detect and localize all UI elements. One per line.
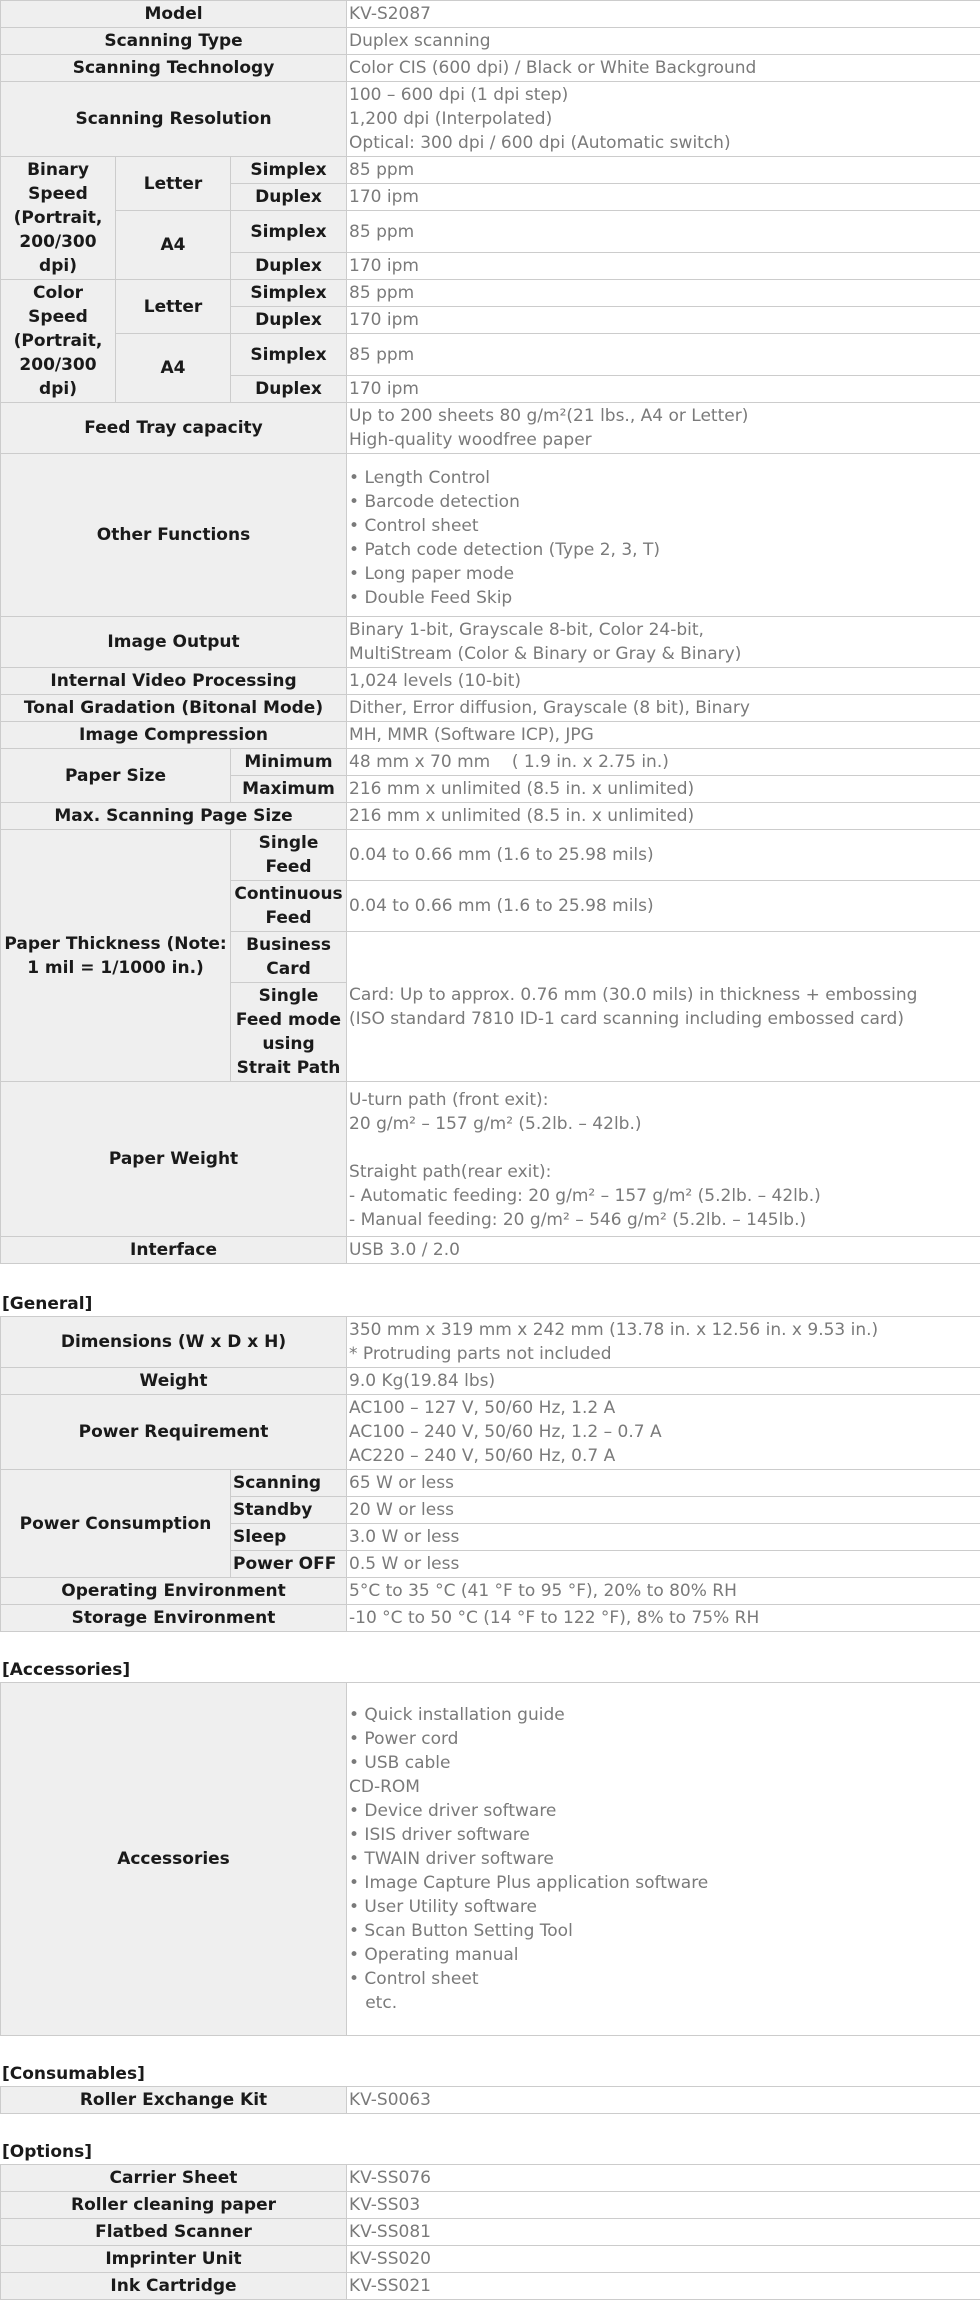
spec-label: Weight	[1, 1368, 347, 1395]
spec-label: Power Requirement	[1, 1395, 347, 1470]
table-row	[1, 1317, 980, 1368]
spec-label: Carrier Sheet	[1, 2165, 347, 2192]
value-line: Optical: 300 dpi / 600 dpi (Automatic switch)	[349, 131, 978, 155]
value-line: (ISO standard 7810 ID-1 card scanning including embossed card)	[349, 1007, 978, 1031]
spec-sublabel: Standby	[231, 1497, 347, 1524]
value-line: 100 – 600 dpi (1 dpi step)	[349, 83, 978, 107]
spec-value: 48 mm x 70 mm ( 1.9 in. x 2.75 in.)	[347, 749, 980, 776]
value-line: Up to 200 sheets 80 g/m²(21 lbs., A4 or Letter)	[349, 404, 978, 428]
spec-sublabel: Sleep	[231, 1524, 347, 1551]
spec-label: Roller cleaning paper	[1, 2192, 347, 2219]
table-row	[1, 2219, 980, 2246]
table-row	[1, 55, 980, 82]
table-row	[1, 1578, 980, 1605]
spec-label: Paper Weight	[1, 1082, 347, 1237]
spec-value: KV-S2087	[347, 1, 980, 28]
spec-label: Max. Scanning Page Size	[1, 803, 347, 830]
spec-sublabel: Duplex	[231, 307, 347, 334]
spec-value: 216 mm x unlimited (8.5 in. x unlimited)	[347, 776, 980, 803]
spec-sublabel: Simplex	[231, 280, 347, 307]
spec-label: Color Speed (Portrait, 200/300 dpi)	[1, 280, 116, 403]
spec-label: Operating Environment	[1, 1578, 347, 1605]
table-row	[1, 2165, 980, 2192]
spec-sublabel: A4	[116, 211, 231, 280]
spec-value: 170 ipm	[347, 376, 980, 403]
spec-value	[347, 1082, 980, 1237]
spec-value: 216 mm x unlimited (8.5 in. x unlimited)	[347, 803, 980, 830]
spec-label: Image Compression	[1, 722, 347, 749]
spec-value: KV-S0063	[347, 2087, 980, 2114]
options-table	[0, 2164, 980, 2300]
spec-value: 170 ipm	[347, 184, 980, 211]
spec-value: 3.0 W or less	[347, 1524, 980, 1551]
value-line: • Power cord	[349, 1727, 978, 1751]
value-line: • Long paper mode	[349, 562, 978, 586]
value-line: * Protruding parts not included	[349, 1342, 978, 1366]
spec-label: Internal Video Processing	[1, 668, 347, 695]
spec-sublabel: Simplex	[231, 211, 347, 253]
spec-value	[347, 82, 980, 157]
spec-value: 85 ppm	[347, 280, 980, 307]
spec-value	[347, 617, 980, 668]
spec-value: 20 W or less	[347, 1497, 980, 1524]
spec-value: 5°C to 35 °C (41 °F to 95 °F), 20% to 80% RH	[347, 1578, 980, 1605]
table-row	[1, 722, 980, 749]
spec-value: 170 ipm	[347, 253, 980, 280]
spec-sublabel: Maximum	[231, 776, 347, 803]
spec-sublabel: Letter	[116, 157, 231, 211]
spec-value: Duplex scanning	[347, 28, 980, 55]
spec-value	[347, 1317, 980, 1368]
table-row	[1, 211, 980, 253]
spec-value: KV-SS076	[347, 2165, 980, 2192]
value-line: • ISIS driver software	[349, 1823, 978, 1847]
value-line: - Automatic feeding: 20 g/m² – 157 g/m² (5.2lb. – 42lb.)	[349, 1184, 978, 1208]
spec-sublabel: A4	[116, 334, 231, 403]
spec-value: USB 3.0 / 2.0	[347, 1237, 980, 1264]
spec-sublabel: Business Card	[231, 932, 347, 983]
table-row	[1, 1082, 980, 1237]
section-heading-accessories: [Accessories]	[0, 1658, 980, 1682]
spec-sublabel: Letter	[116, 280, 231, 334]
spec-value: 85 ppm	[347, 211, 980, 253]
spec-value	[347, 932, 980, 1082]
value-line: 20 g/m² – 157 g/m² (5.2lb. – 42lb.)	[349, 1112, 978, 1136]
spec-sublabel: Minimum	[231, 749, 347, 776]
spec-label: Paper Thickness (Note: 1 mil = 1/1000 in.)	[1, 830, 231, 1082]
accessories-table	[0, 1682, 980, 2036]
spec-value: 0.5 W or less	[347, 1551, 980, 1578]
value-line: • Quick installation guide	[349, 1703, 978, 1727]
table-row	[1, 1605, 980, 1632]
spec-label: Interface	[1, 1237, 347, 1264]
table-row	[1, 28, 980, 55]
value-line: • TWAIN driver software	[349, 1847, 978, 1871]
value-line: • Scan Button Setting Tool	[349, 1919, 978, 1943]
table-row	[1, 803, 980, 830]
spec-label: Imprinter Unit	[1, 2246, 347, 2273]
spec-value	[347, 1683, 980, 2036]
table-row	[1, 695, 980, 722]
value-line: • Device driver software	[349, 1799, 978, 1823]
spec-value: MH, MMR (Software ICP), JPG	[347, 722, 980, 749]
section-heading-options: [Options]	[0, 2140, 980, 2164]
spec-label: Storage Environment	[1, 1605, 347, 1632]
spec-value: 0.04 to 0.66 mm (1.6 to 25.98 mils)	[347, 830, 980, 881]
spec-value: KV-SS081	[347, 2219, 980, 2246]
table-row	[1, 1, 980, 28]
spec-label: Binary Speed (Portrait, 200/300 dpi)	[1, 157, 116, 280]
spec-sublabel: Continuous Feed	[231, 881, 347, 932]
spec-sublabel: Duplex	[231, 376, 347, 403]
spec-sublabel: Duplex	[231, 253, 347, 280]
consumables-table	[0, 2086, 980, 2114]
spec-value: 9.0 Kg(19.84 lbs)	[347, 1368, 980, 1395]
value-line: - Manual feeding: 20 g/m² – 546 g/m² (5.2lb. – 145lb.)	[349, 1208, 978, 1232]
spec-value: KV-SS021	[347, 2273, 980, 2300]
spec-value: 170 ipm	[347, 307, 980, 334]
spec-label: Other Functions	[1, 454, 347, 617]
value-line: • Operating manual	[349, 1943, 978, 1967]
spec-sublabel: Power OFF	[231, 1551, 347, 1578]
spec-label: Model	[1, 1, 347, 28]
table-row	[1, 2246, 980, 2273]
spec-value: 0.04 to 0.66 mm (1.6 to 25.98 mils)	[347, 881, 980, 932]
general-spec-table	[0, 1316, 980, 1632]
value-line: etc.	[349, 1991, 978, 2015]
spec-label: Feed Tray capacity	[1, 403, 347, 454]
spec-label: Roller Exchange Kit	[1, 2087, 347, 2114]
spec-sublabel: Single Feed mode using Strait Path	[231, 983, 347, 1082]
spec-value	[347, 1395, 980, 1470]
value-line: • Control sheet	[349, 1967, 978, 1991]
spec-label: Scanning Resolution	[1, 82, 347, 157]
value-line: • Double Feed Skip	[349, 586, 978, 610]
table-row	[1, 668, 980, 695]
spec-label: Image Output	[1, 617, 347, 668]
spec-value: 1,024 levels (10-bit)	[347, 668, 980, 695]
spec-sublabel: Duplex	[231, 184, 347, 211]
spec-value: 85 ppm	[347, 334, 980, 376]
table-row	[1, 1470, 980, 1497]
table-row	[1, 830, 980, 881]
value-line: High-quality woodfree paper	[349, 428, 978, 452]
table-row	[1, 1237, 980, 1264]
spec-value: Color CIS (600 dpi) / Black or White Background	[347, 55, 980, 82]
spec-label: Scanning Technology	[1, 55, 347, 82]
table-row	[1, 82, 980, 157]
table-row	[1, 280, 980, 307]
spec-value: 85 ppm	[347, 157, 980, 184]
table-row	[1, 1395, 980, 1470]
spec-sublabel: Simplex	[231, 334, 347, 376]
value-line: AC100 – 127 V, 50/60 Hz, 1.2 A	[349, 1396, 978, 1420]
value-line: • Barcode detection	[349, 490, 978, 514]
spec-label: Flatbed Scanner	[1, 2219, 347, 2246]
value-line: Card: Up to approx. 0.76 mm (30.0 mils) in thickness + embossing	[349, 983, 978, 1007]
spec-value	[347, 403, 980, 454]
spec-sublabel: Single Feed	[231, 830, 347, 881]
value-line: AC220 – 240 V, 50/60 Hz, 0.7 A	[349, 1444, 978, 1468]
value-line: CD-ROM	[349, 1775, 978, 1799]
value-line: • Image Capture Plus application software	[349, 1871, 978, 1895]
value-line: • Length Control	[349, 466, 978, 490]
spec-value: 65 W or less	[347, 1470, 980, 1497]
section-heading-general: [General]	[0, 1292, 980, 1316]
table-row	[1, 2087, 980, 2114]
spec-label: Ink Cartridge	[1, 2273, 347, 2300]
spec-value: KV-SS020	[347, 2246, 980, 2273]
table-row	[1, 2273, 980, 2300]
spec-label: Dimensions (W x D x H)	[1, 1317, 347, 1368]
value-line: • USB cable	[349, 1751, 978, 1775]
table-row	[1, 1368, 980, 1395]
section-heading-consumables: [Consumables]	[0, 2062, 980, 2086]
value-line: Binary 1-bit, Grayscale 8-bit, Color 24-bit,	[349, 618, 978, 642]
value-line: AC100 – 240 V, 50/60 Hz, 1.2 – 0.7 A	[349, 1420, 978, 1444]
table-row	[1, 749, 980, 776]
spec-label: Power Consumption	[1, 1470, 231, 1578]
spec-label: Scanning Type	[1, 28, 347, 55]
spec-value: Dither, Error diffusion, Grayscale (8 bit), Binary	[347, 695, 980, 722]
spec-sublabel: Scanning	[231, 1470, 347, 1497]
value-line: • Control sheet	[349, 514, 978, 538]
value-line: • User Utility software	[349, 1895, 978, 1919]
spec-value	[347, 454, 980, 617]
table-row	[1, 617, 980, 668]
value-line: Straight path(rear exit):	[349, 1160, 978, 1184]
value-line: • Patch code detection (Type 2, 3, T)	[349, 538, 978, 562]
spec-value: KV-SS03	[347, 2192, 980, 2219]
table-row	[1, 334, 980, 376]
spec-label: Tonal Gradation (Bitonal Mode)	[1, 695, 347, 722]
value-line: 1,200 dpi (Interpolated)	[349, 107, 978, 131]
spec-value: -10 °C to 50 °C (14 °F to 122 °F), 8% to 75% RH	[347, 1605, 980, 1632]
table-row	[1, 157, 980, 184]
spec-label: Paper Size	[1, 749, 231, 803]
value-line	[349, 1136, 978, 1160]
value-line: U-turn path (front exit):	[349, 1088, 978, 1112]
table-row	[1, 1683, 980, 2036]
value-line: 350 mm x 319 mm x 242 mm (13.78 in. x 12.56 in. x 9.53 in.)	[349, 1318, 978, 1342]
spec-sublabel: Simplex	[231, 157, 347, 184]
table-row	[1, 403, 980, 454]
spec-label: Accessories	[1, 1683, 347, 2036]
value-line: MultiStream (Color & Binary or Gray & Binary)	[349, 642, 978, 666]
table-row	[1, 454, 980, 617]
table-row	[1, 2192, 980, 2219]
